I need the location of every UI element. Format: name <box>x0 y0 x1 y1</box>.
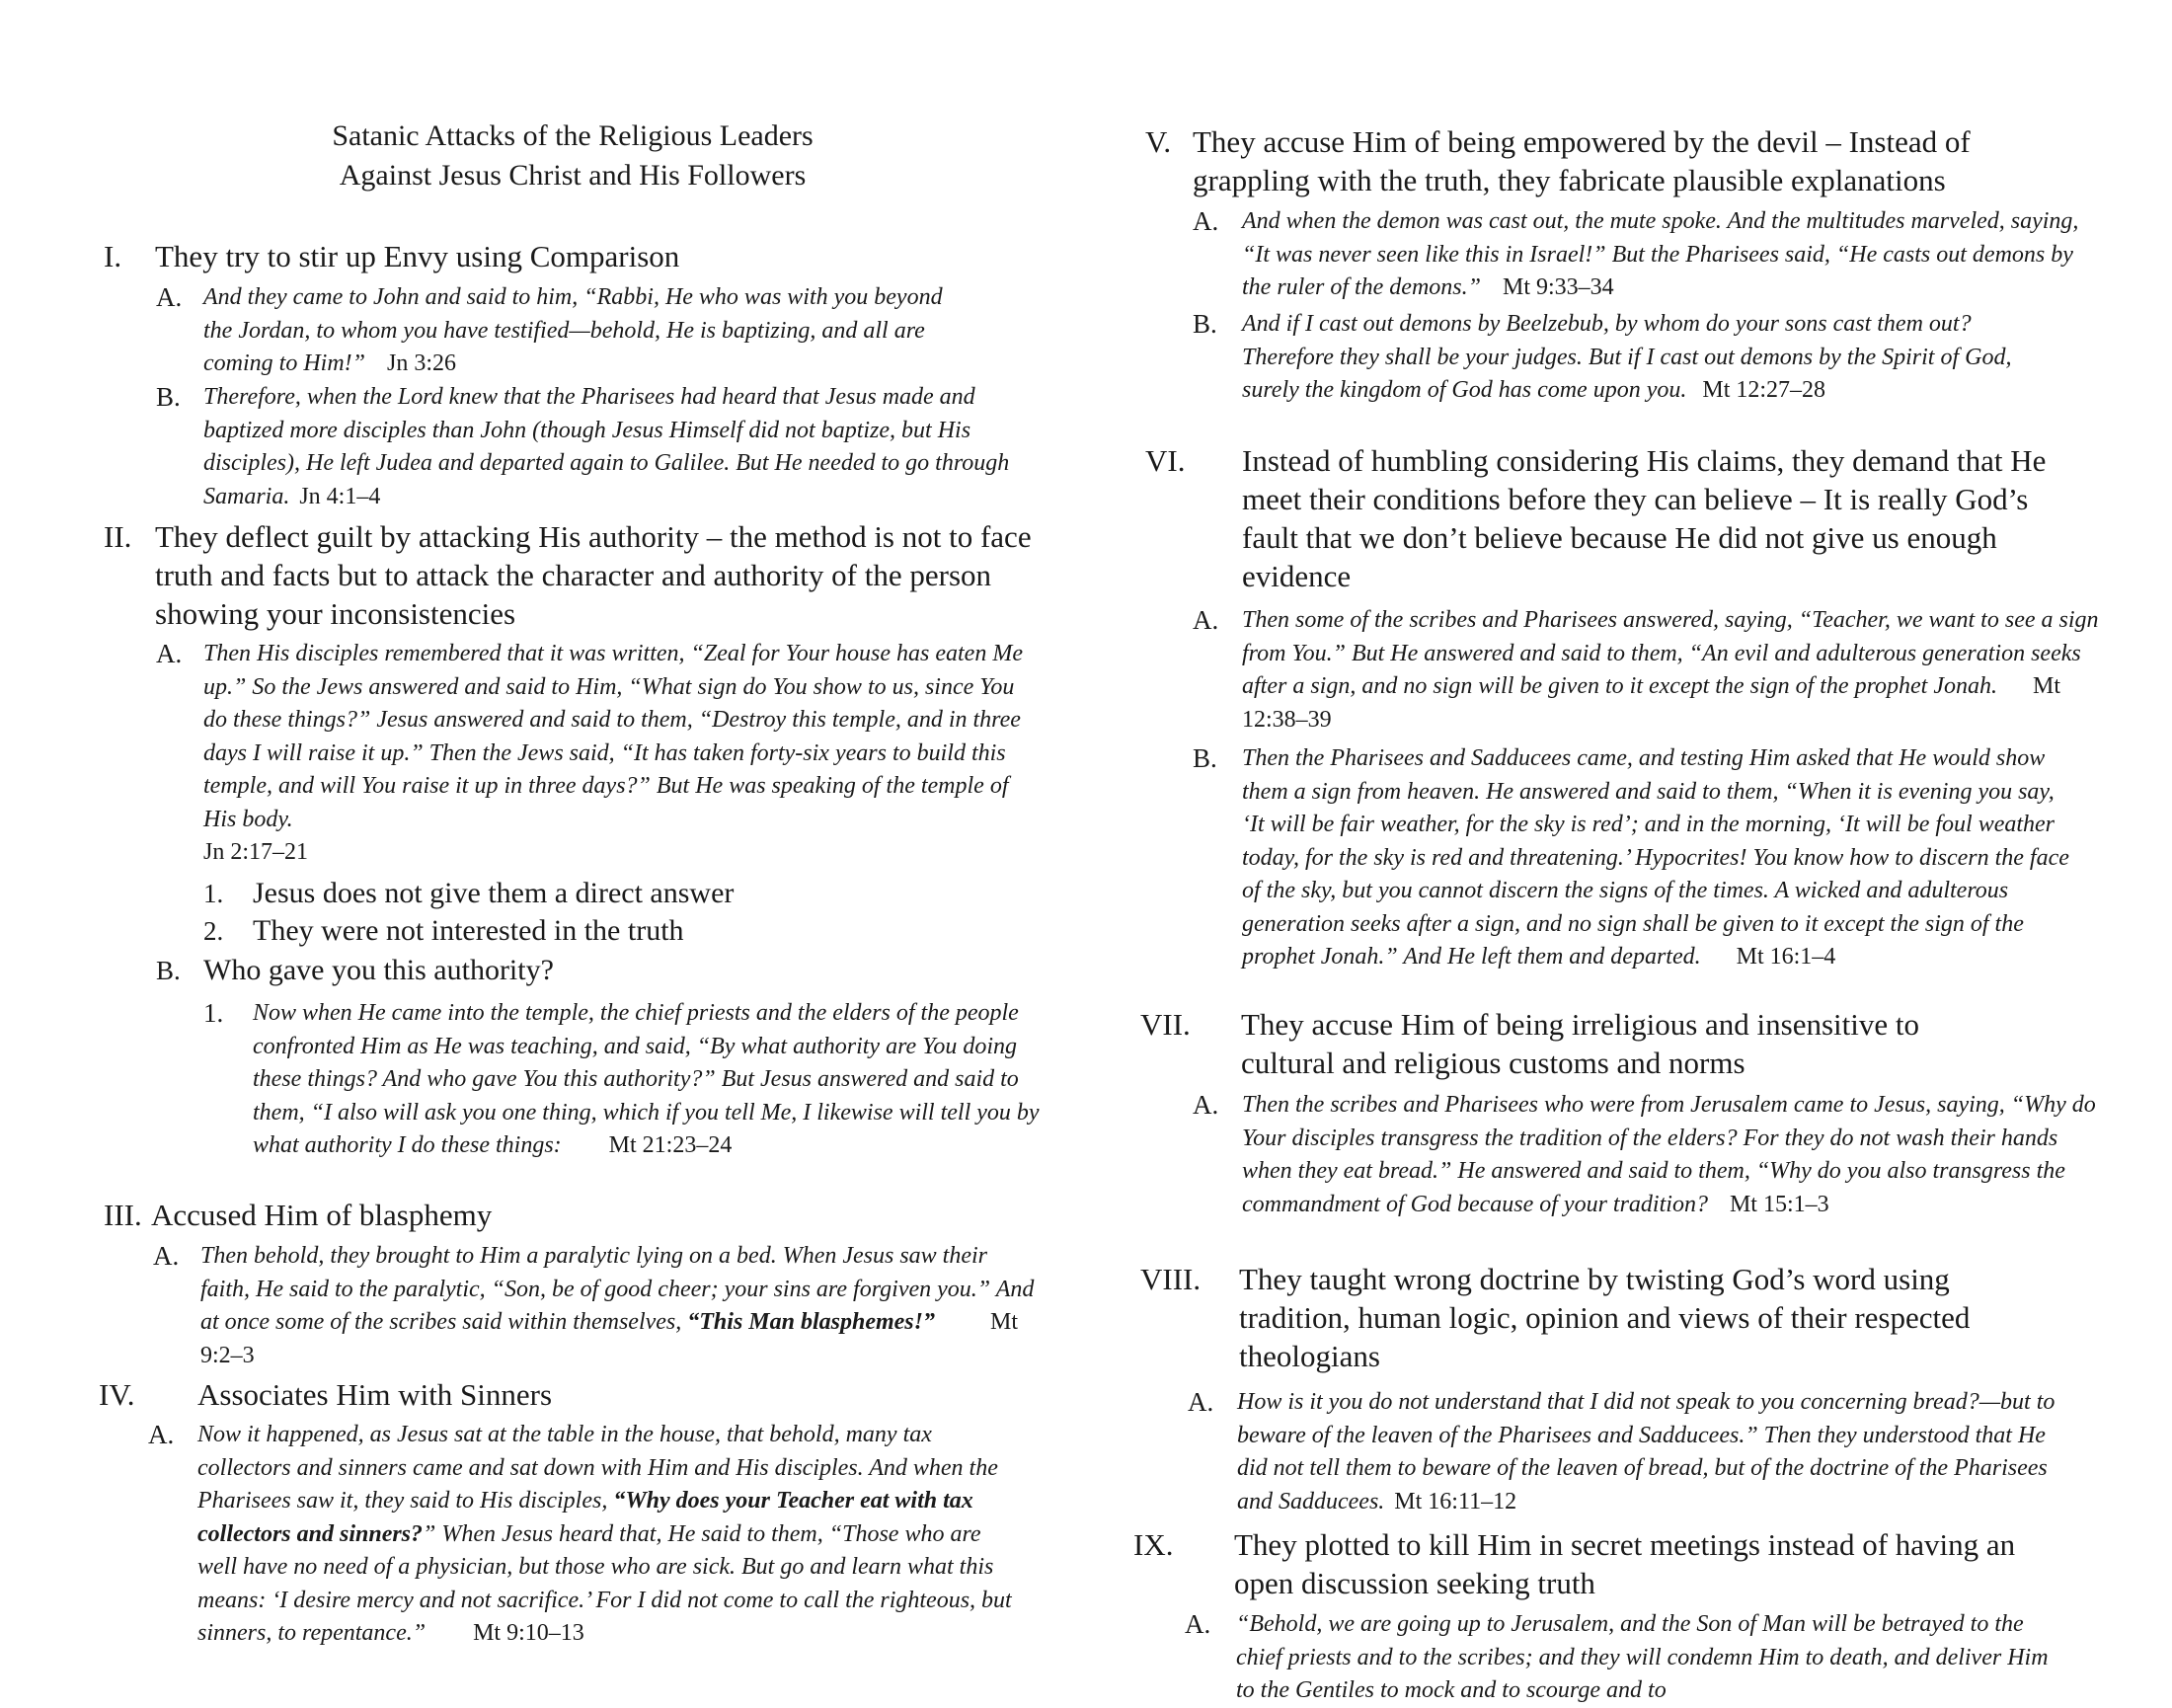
section-title: Associates Him with Sinners <box>197 1377 553 1412</box>
point-label: 2. <box>203 916 224 946</box>
item-label: B. <box>1193 309 1217 339</box>
document-title <box>286 116 859 195</box>
scripture-reference: Mt 9:10–13 <box>473 1620 584 1646</box>
section-title: Accused Him of blasphemy <box>151 1198 493 1232</box>
quote-text-continued: ” When Jesus heard that, He said to them, “Those who are well have no need of a physician, but those who are sick. But go and learn what this means: ‘I desire mercy and not sacrifice.’ For I did not come to call the righteous, but sinners, to repentance.” <box>197 1520 1012 1646</box>
scripture-reference: Mt 21:23–24 <box>608 1132 733 1158</box>
section-title: They deflect guilt by attacking His authority – the method is not to face truth and facts but to attack the character and authority of the person showing your inconsistencies <box>155 519 1032 631</box>
item-label: A. <box>156 639 183 668</box>
quote-text: How is it you do not understand that I did not speak to you concerning bread?—but to beware of the leaven of the Pharisees and Sadducees.” Then they understood that He did not tell them to beware of the leaven of bread, but of the doctrine of the Pharisees and Sadducees. <box>1237 1389 2056 1514</box>
section-number: III. <box>104 1198 142 1232</box>
scripture-reference: Mt 16:11–12 <box>1394 1488 1517 1514</box>
scripture-reference: Jn 3:26 <box>387 350 457 376</box>
scripture-reference: Mt 16:1–4 <box>1736 944 1836 970</box>
item-text: Who gave you this authority? <box>203 954 554 986</box>
item-label: A. <box>1188 1387 1214 1417</box>
scripture-reference: Mt 12:38–39 <box>1242 673 2061 733</box>
scripture-reference: Jn 4:1–4 <box>299 483 381 509</box>
section-title: They plotted to kill Him in secret meetings instead of having an open discussion seeking truth <box>1234 1527 2016 1600</box>
point-text: Jesus does not give them a direct answer <box>253 877 735 909</box>
section-title: They accuse Him of being empowered by the devil – Instead of grappling with the truth, they fabricate plausible explanations <box>1193 124 1971 197</box>
item-label: B. <box>1193 743 1217 773</box>
point-label: 1. <box>203 998 224 1028</box>
item-label: A. <box>1193 605 1219 635</box>
scripture-reference: Mt 9:33–34 <box>1502 274 1614 300</box>
scripture-quote <box>1242 1089 2101 1221</box>
section-number: IV. <box>99 1377 135 1412</box>
item-label: A. <box>1193 1090 1219 1120</box>
quote-text: Now when He came into the temple, the chief priests and the elders of the people confronted Him as He was teaching, and said, “By what authority are You doing these things? And who gave You this authority?” But Jesus answered and said to them, “I also will ask you one thing, which if you tell Me, I likewise will tell you by what authority I do these things: <box>253 1000 1040 1158</box>
quote-text: Then the Pharisees and Sadducees came, and testing Him asked that He would show them a sign from heaven. He answered and said to them, “When it is evening you say, ‘It will be fair weather, for the sky is red’; and in the morning, ‘It will be foul weather today, for the sky is red and threatening.’ Hypocrites! You know how to discern the face of the sky, but you cannot discern the signs of the times. A wicked and adulterous generation seeks after a sign, and no sign shall be given to it except the sign of the prophet Jonah.” And He left them and departed. <box>1242 745 2069 970</box>
section-number: I. <box>104 239 122 273</box>
scripture-quote <box>203 638 1038 870</box>
scripture-reference: Mt 15:1–3 <box>1729 1191 1829 1217</box>
item-label: A. <box>1193 206 1219 236</box>
section-number: VII. <box>1140 1007 1191 1042</box>
quote-emphasis: “This Man blasphemes!” <box>687 1309 935 1335</box>
item-label: A. <box>153 1241 180 1271</box>
scripture-quote <box>1242 205 2101 305</box>
scripture-quote <box>1242 308 2052 408</box>
section-number: II. <box>104 519 132 554</box>
item-label: A. <box>1185 1609 1211 1639</box>
quote-text: Then some of the scribes and Pharisees answered, saying, “Teacher, we want to see a sign from You.” But He answered and said to them, “An evil and adulterous generation seeks after a sign, and no sign will be given to it except the sign of the prophet Jonah. <box>1242 607 2099 699</box>
scripture-quote <box>1237 1386 2056 1518</box>
quote-emphasis: “Why does your Teacher eat with tax collectors and sinners? <box>197 1488 973 1547</box>
section-title: They try to stir up Envy using Comparison <box>155 239 680 273</box>
section-number: VIII. <box>1140 1262 1202 1296</box>
section-number: IX. <box>1133 1527 1174 1562</box>
section-number: VI. <box>1145 443 1186 478</box>
quote-text: Then behold, they brought to Him a paralytic lying on a bed. When Jesus saw their faith, He said to the paralytic, “Son, be of good cheer; your sins are forgiven you.” And at once some of the scribes said within themselves, <box>200 1243 1035 1335</box>
scripture-reference: Jn 2:17–21 <box>203 839 309 865</box>
scripture-reference: Mt 12:27–28 <box>1702 377 1826 403</box>
item-label: B. <box>156 382 181 412</box>
scripture-quote <box>203 281 973 381</box>
item-label: B. <box>156 956 181 985</box>
scripture-quote <box>1242 604 2111 737</box>
scripture-quote <box>253 997 1043 1163</box>
item-label: A. <box>148 1420 175 1449</box>
point-text: They were not interested in the truth <box>253 914 684 947</box>
quote-text: Now it happened, as Jesus sat at the table in the house, that behold, many tax collectors and sinners came and sat down with Him and His disciples. And when the Pharisees saw it, they said to His disciples, <box>197 1422 998 1514</box>
section-title: Instead of humbling considering His claims, they demand that He meet their conditions before they can believe – It is really God’s fault that we don’t believe because He did not give us enough evidence <box>1242 443 2047 593</box>
scripture-quote: “Behold, we are going up to Jerusalem, and the Son of Man will be betrayed to the chief priests and to the scribes; and they will condemn Him to death, and deliver Him to the Gentiles to mock and to scourge and to <box>1236 1611 2049 1703</box>
scripture-quote <box>1242 742 2081 974</box>
quote-text: Then His disciples remembered that it was written, “Zeal for Your house has eaten Me up.” So the Jews answered and said to Him, “What sign do You show to us, since You do these things?” Jesus answered and said to them, “Destroy this temple, and in three days I will raise it up.” Then the Jews said, “It has taken forty-six years to build this temple, and will You raise it up in three days?” But He was speaking of the temple of His body. <box>203 641 1023 832</box>
title-line-1: Satanic Attacks of the Religious Leaders <box>332 119 814 152</box>
quote-text: And when the demon was cast out, the mute spoke. And the multitudes marveled, saying, “It was never seen like this in Israel!” But the Pharisees said, “He casts out demons by the ruler of the demons.” <box>1242 208 2079 300</box>
quote-text: Therefore, when the Lord knew that the Pharisees had heard that Jesus made and baptized more disciples than John (though Jesus Himself did not baptize, but His disciples), He left Judea and departed again to Galilee. But He needed to go through Samaria. <box>203 384 1010 509</box>
quote-text: Then the scribes and Pharisees who were from Jerusalem came to Jesus, saying, “Why do Your disciples transgress the tradition of the elders? For they do not wash their hands when they eat bread.” He answered and said to them, “Why do you also transgress the commandment of God because of your tradition? <box>1242 1092 2096 1217</box>
section-number: V. <box>1145 124 1172 159</box>
scripture-quote <box>197 1419 1022 1651</box>
section-title: They taught wrong doctrine by twisting God’s word using tradition, human logic, opinion and views of their respected theologians <box>1239 1262 1971 1373</box>
scripture-quote <box>200 1240 1035 1372</box>
item-label: A. <box>156 282 183 312</box>
title-line-2: Against Jesus Christ and His Followers <box>339 159 807 192</box>
scripture-quote <box>203 381 1013 513</box>
quote-text: And if I cast out demons by Beelzebub, by whom do your sons cast them out? Therefore they shall be your judges. But if I cast out demons by the Spirit of God, surely the kingdom of God has come upon you. <box>1242 311 2012 403</box>
scripture-reference: Mt 9:2–3 <box>200 1309 1018 1368</box>
section-title: They accuse Him of being irreligious and insensitive to cultural and religious customs and norms <box>1241 1007 1919 1080</box>
point-label: 1. <box>203 879 224 908</box>
quote-text: And they came to John and said to him, “Rabbi, He who was with you beyond the Jordan, to whom you have testified—behold, He is baptizing, and all are coming to Him!” <box>203 284 943 376</box>
